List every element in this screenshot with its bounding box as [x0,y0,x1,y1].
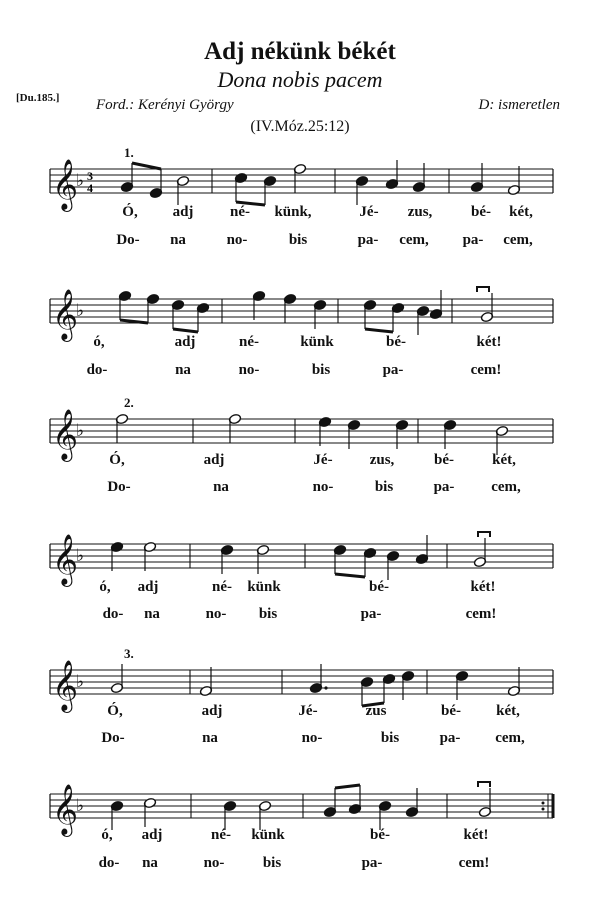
lyric-syllable-latin: pa- [360,606,382,622]
lyric-syllable-hungarian: Ó, [122,204,138,220]
lyric-syllable-hungarian: két, [492,452,516,468]
lyric-syllable-latin: cem, [399,232,429,248]
lyric-syllable-latin: do- [98,855,120,871]
lyric-syllable-latin: no- [203,855,225,871]
treble-clef-icon: 𝄞 [52,660,79,711]
time-signature-top: 3 [87,169,93,183]
lyric-syllable-hungarian: künk [300,334,334,350]
lyric-syllable-hungarian: adj [203,452,225,468]
translator-credit: Ford.: Kerényi György [96,97,234,113]
lyric-syllable-latin: do- [86,362,108,378]
lyric-syllable-hungarian: két! [470,579,496,595]
lyric-syllable-hungarian: ó, [101,827,113,843]
lyric-syllable-hungarian: két! [463,827,489,843]
lyric-syllable-hungarian: né- [230,204,250,220]
lyric-syllable-latin: bis [262,855,282,871]
flat-key-signature-icon: ♭ [76,171,85,191]
verse-number: 2. [124,395,134,410]
lyric-syllable-hungarian: bé- [434,452,454,468]
augmentation-dot [324,686,327,689]
lyric-syllable-hungarian: Jé- [359,204,379,220]
note-beam [335,574,365,577]
bible-reference: (IV.Móz.25:12) [250,118,350,135]
lyric-syllable-hungarian: né- [212,579,232,595]
flat-key-signature-icon: ♭ [76,672,85,692]
lyric-syllable-latin: pa- [462,232,484,248]
lyric-syllable-latin: Do- [101,730,125,746]
lyric-syllable-latin: bis [311,362,331,378]
lyric-syllable-latin: Do- [116,232,140,248]
lyric-syllable-hungarian: künk, [274,204,312,220]
lyric-syllable-latin: bis [380,730,400,746]
lyric-syllable-hungarian: né- [211,827,231,843]
lyric-syllable-hungarian: künk [247,579,281,595]
lyric-syllable-hungarian: bé- [369,579,389,595]
lyric-syllable-hungarian: két, [496,703,520,719]
note-beam [365,329,393,332]
breath-mark-icon [477,287,489,292]
repeat-dot [542,802,545,805]
lyric-syllable-hungarian: Jé- [298,703,318,719]
flat-key-signature-icon: ♭ [76,546,85,566]
lyric-syllable-latin: cem! [458,855,490,871]
note-beam [173,329,198,332]
hymnal-reference: [Du.185.] [16,92,60,104]
lyric-syllable-latin: do- [102,606,124,622]
time-signature-bottom: 4 [87,181,93,195]
lyric-syllable-latin: no- [226,232,248,248]
lyric-syllable-latin: bis [288,232,308,248]
lyric-syllable-latin: cem! [470,362,502,378]
lyric-syllable-hungarian: bé- [370,827,390,843]
lyric-syllable-latin: na [202,730,218,746]
lyric-syllable-hungarian: ó, [99,579,111,595]
lyric-syllable-hungarian: bé- [471,204,491,220]
lyric-syllable-hungarian: bé- [386,334,406,350]
flat-key-signature-icon: ♭ [76,301,85,321]
treble-clef-icon: 𝄞 [52,289,79,340]
lyric-syllable-latin: no- [301,730,323,746]
lyric-syllable-hungarian: adj [201,703,223,719]
lyric-syllable-latin: cem! [465,606,497,622]
lyric-syllable-latin: no- [312,479,334,495]
flat-key-signature-icon: ♭ [76,796,85,816]
breath-mark-icon [478,782,490,787]
lyric-syllable-latin: cem, [491,479,521,495]
breath-mark-icon [478,532,490,537]
verse-number: 3. [124,646,134,661]
lyric-syllable-hungarian: ó, [93,334,105,350]
note-beam [132,163,161,169]
lyric-syllable-hungarian: zus, [407,204,433,220]
lyric-syllable-latin: na [170,232,186,248]
lyric-syllable-hungarian: két! [476,334,502,350]
flat-key-signature-icon: ♭ [76,421,85,441]
lyric-syllable-latin: pa- [382,362,404,378]
lyric-syllable-latin: pa- [361,855,383,871]
lyric-syllable-latin: pa- [439,730,461,746]
lyric-syllable-latin: pa- [433,479,455,495]
lyric-syllable-latin: na [142,855,158,871]
lyric-syllable-latin: no- [238,362,260,378]
lyric-syllable-hungarian: adj [137,579,159,595]
lyric-syllable-latin: na [213,479,229,495]
song-title: Adj nékünk békét [204,38,396,65]
lyric-syllable-hungarian: két, [509,204,533,220]
lyric-syllable-hungarian: Ó, [109,452,125,468]
lyric-syllable-hungarian: adj [174,334,196,350]
lyric-syllable-latin: cem, [503,232,533,248]
lyric-syllable-hungarian: Ó, [107,703,123,719]
lyric-syllable-latin: Do- [107,479,131,495]
treble-clef-icon: 𝄞 [52,534,79,585]
lyric-syllable-hungarian: zus [365,703,387,719]
lyric-syllable-hungarian: né- [239,334,259,350]
treble-clef-icon: 𝄞 [52,409,79,460]
lyric-syllable-latin: na [175,362,191,378]
lyric-syllable-hungarian: künk [251,827,285,843]
repeat-dot [542,808,545,811]
lyric-syllable-latin: pa- [357,232,379,248]
treble-clef-icon: 𝄞 [52,159,79,210]
lyric-syllable-hungarian: adj [172,204,194,220]
lyric-syllable-hungarian: zus, [369,452,395,468]
composer-credit: D: ismeretlen [478,97,560,113]
lyric-syllable-hungarian: bé- [441,703,461,719]
note-beam [335,785,360,788]
lyric-syllable-latin: no- [205,606,227,622]
lyric-syllable-latin: bis [258,606,278,622]
lyric-syllable-latin: na [144,606,160,622]
lyric-syllable-latin: cem, [495,730,525,746]
lyric-syllable-hungarian: Jé- [313,452,333,468]
treble-clef-icon: 𝄞 [52,784,79,835]
lyric-syllable-hungarian: adj [141,827,163,843]
lyric-syllable-latin: bis [374,479,394,495]
song-subtitle: Dona nobis pacem [217,67,383,92]
verse-number: 1. [124,145,134,160]
